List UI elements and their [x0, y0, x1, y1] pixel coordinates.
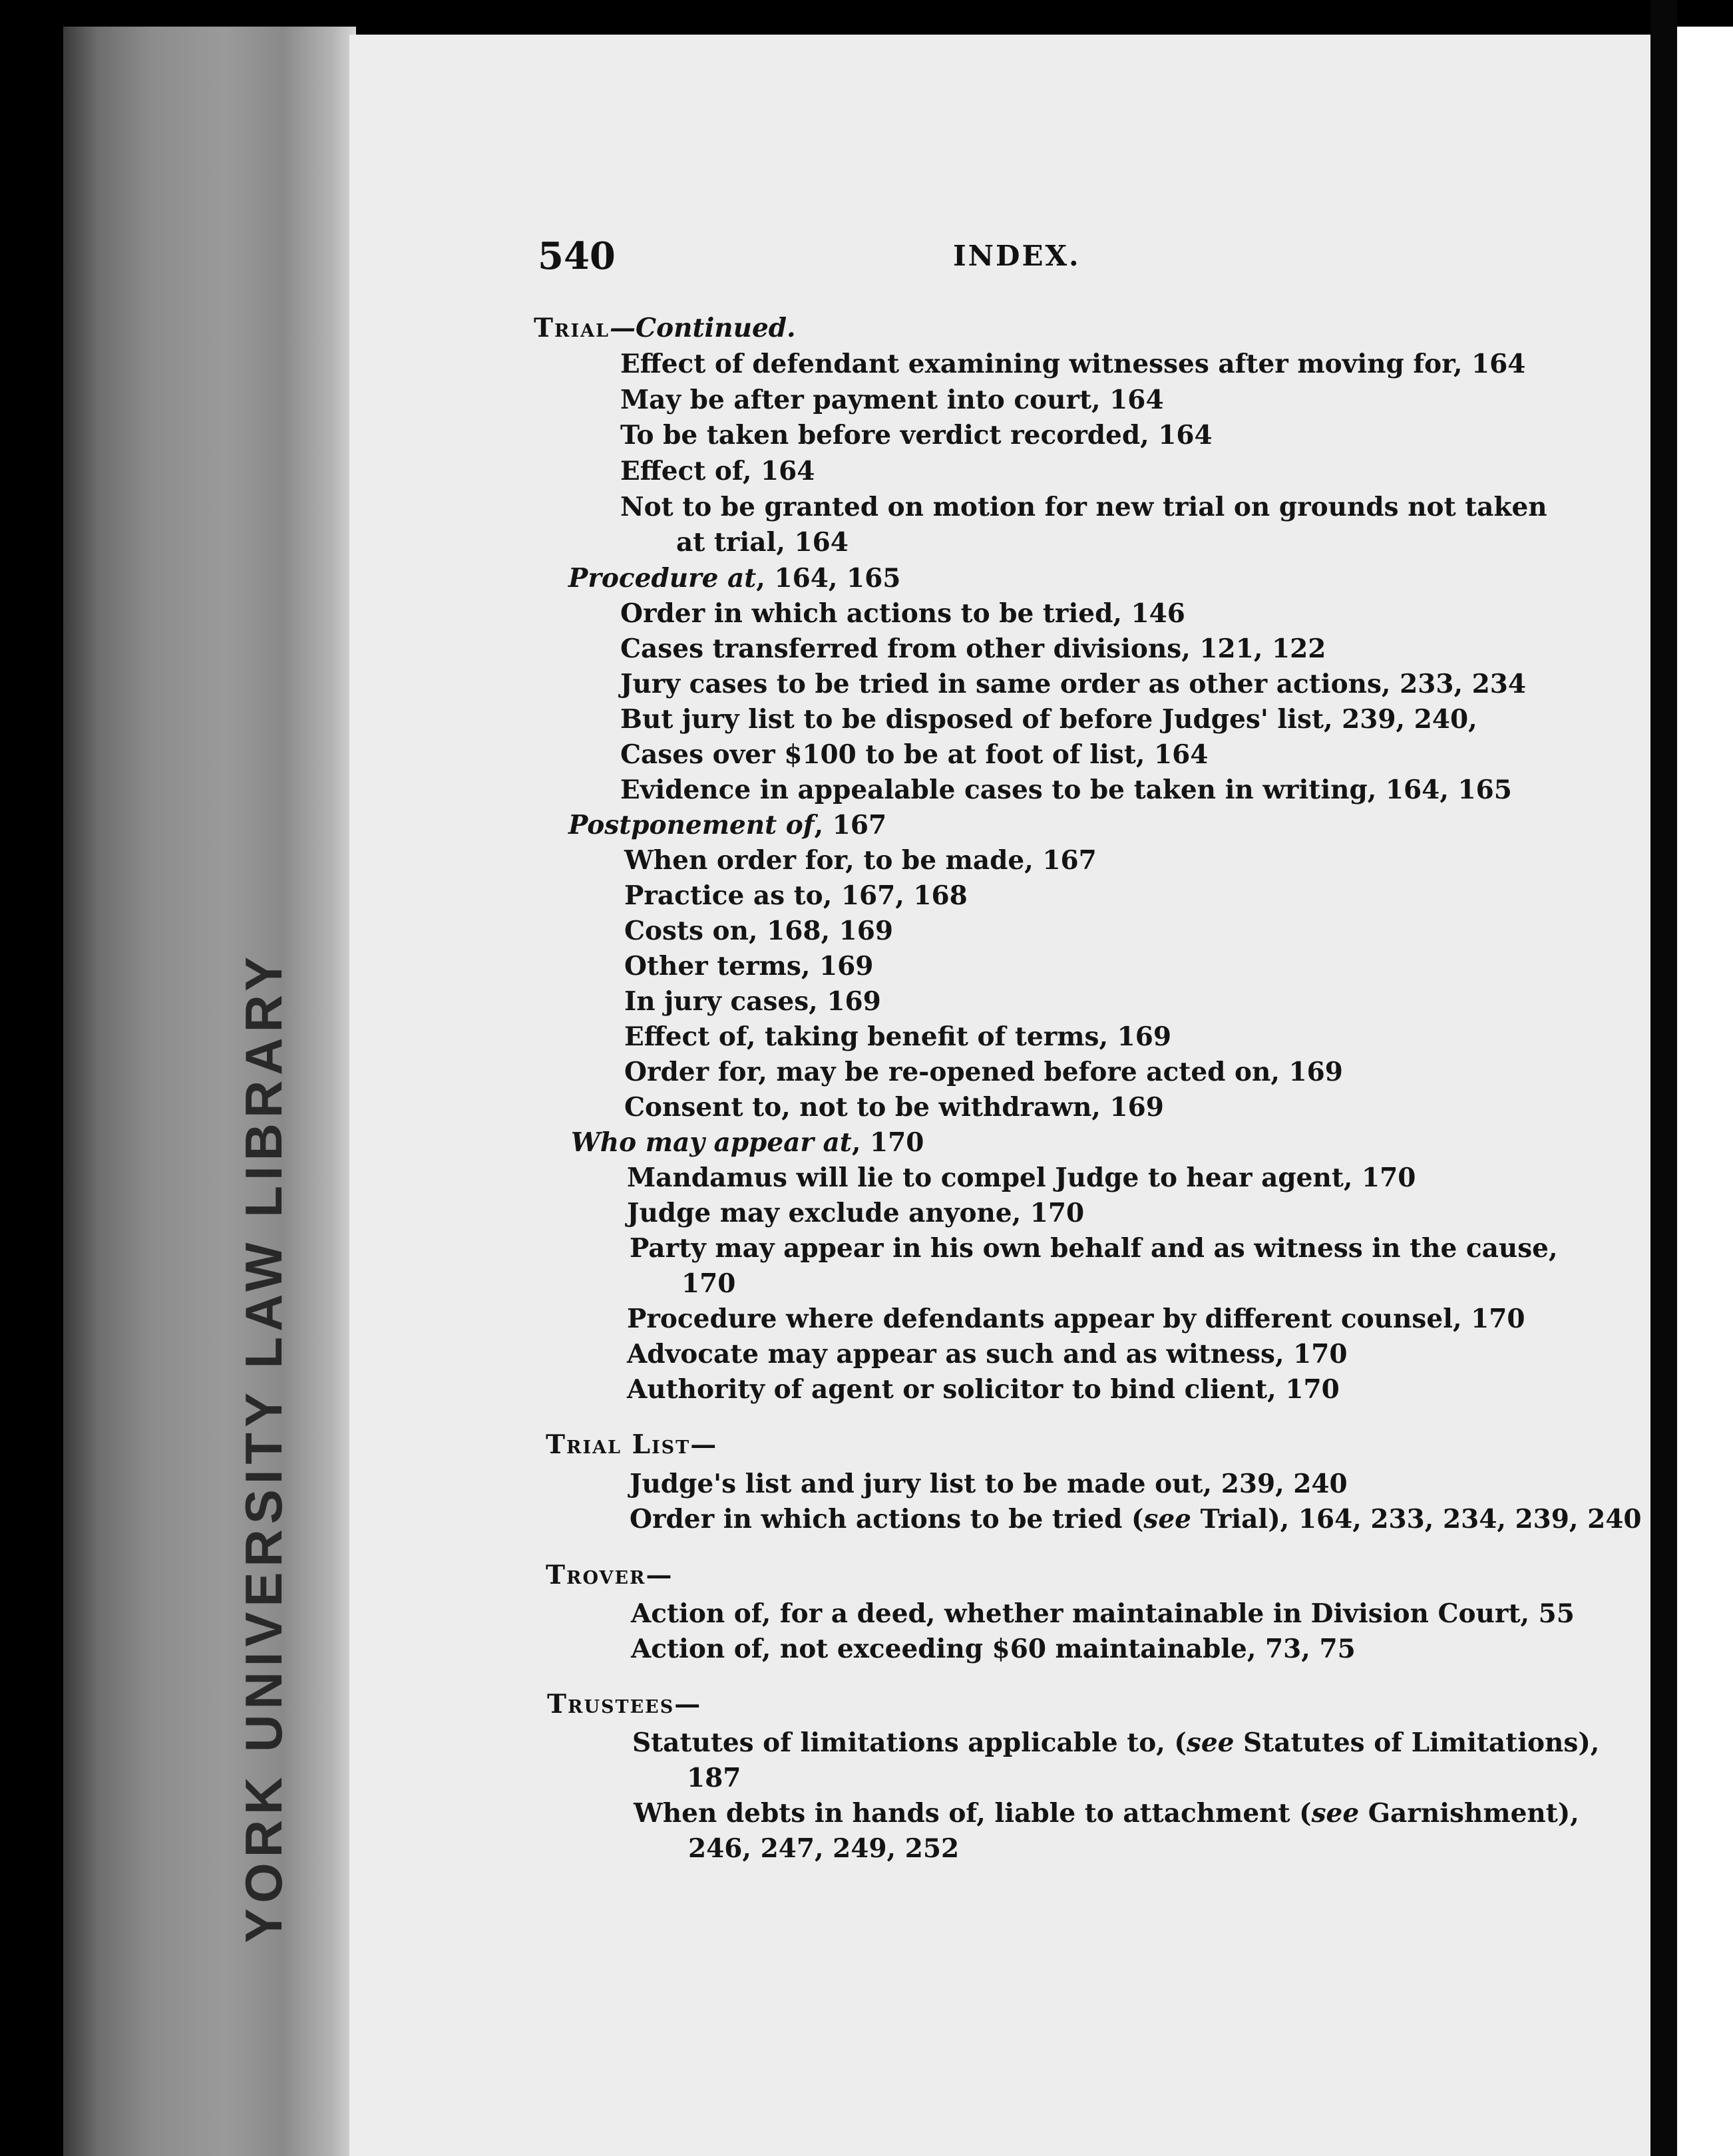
index-line: Mandamus will lie to compel Judge to hear agent, 170 [627, 1163, 1416, 1193]
library-stamp: YORK UNIVERSITY LAW LIBRARY [234, 951, 293, 1943]
index-line: Judge may exclude anyone, 170 [627, 1198, 1085, 1228]
index-line: When order for, to be made, 167 [624, 845, 1097, 876]
index-line: Costs on, 168, 169 [624, 916, 894, 946]
index-line: Party may appear in his own behalf and as witness in the cause, [630, 1233, 1558, 1264]
index-line: Advocate may appear as such and as witness, 170 [627, 1339, 1348, 1369]
index-line: Authority of agent or solicitor to bind client, 170 [627, 1374, 1340, 1405]
subheading-who-may-appear: Who may appear at, 170 [571, 1127, 924, 1158]
index-line: Order in which actions to be tried, 146 [620, 598, 1185, 629]
entry-heading-trial: Trial—Continued. [534, 313, 796, 343]
index-line: Effect of defendant examining witnesses after moving for, 164 [620, 349, 1526, 379]
index-line: When debts in hands of, liable to attachment (see Garnishment), [634, 1798, 1579, 1829]
index-line: To be taken before verdict recorded, 164 [620, 420, 1213, 450]
book-spine-edge [63, 27, 356, 2156]
index-line: Order for, may be re-opened before acted on, 169 [624, 1057, 1343, 1087]
index-line: Evidence in appealable cases to be taken in writing, 164, 165 [620, 775, 1512, 805]
facing-page-edge [1677, 27, 1733, 2156]
index-line: Order in which actions to be tried (see Trial), 164, 233, 234, 239, 240 [630, 1504, 1642, 1534]
index-line: 187 [687, 1763, 741, 1793]
index-line: 246, 247, 249, 252 [688, 1833, 960, 1864]
index-line: Judge's list and jury list to be made out, 239, 240 [630, 1469, 1348, 1499]
entry-heading-trustees: Trustees— [547, 1689, 702, 1719]
index-line: 170 [681, 1268, 736, 1299]
index-line: at trial, 164 [676, 527, 849, 558]
index-line: Effect of, taking benefit of terms, 169 [624, 1021, 1172, 1052]
index-line: In jury cases, 169 [624, 986, 881, 1017]
index-line: Consent to, not to be withdrawn, 169 [624, 1092, 1164, 1123]
index-line: Cases transferred from other divisions, 121, 122 [620, 633, 1326, 664]
index-line: But jury list to be disposed of before Judges' list, 239, 240, [620, 704, 1477, 735]
index-line: Action of, not exceeding $60 maintainable, 73, 75 [631, 1634, 1356, 1664]
index-line: May be after payment into court, 164 [620, 385, 1164, 415]
page-number: 540 [538, 234, 616, 278]
entry-heading-trial-list: Trial List— [546, 1429, 718, 1460]
index-line: Cases over $100 to be at foot of list, 164 [620, 739, 1209, 770]
subheading-procedure: Procedure at, 164, 165 [568, 563, 901, 594]
page-edge-shadow [1650, 0, 1677, 2156]
page-title: INDEX. [953, 240, 1081, 272]
index-line: Practice as to, 167, 168 [624, 880, 968, 911]
index-line: Jury cases to be tried in same order as other actions, 233, 234 [620, 669, 1527, 699]
subheading-postponement: Postponement of, 167 [568, 810, 887, 840]
index-line: Other terms, 169 [624, 951, 874, 982]
entry-heading-trover: Trover— [546, 1560, 674, 1590]
index-line: Effect of, 164 [620, 456, 815, 486]
index-line: Procedure where defendants appear by different counsel, 170 [627, 1304, 1525, 1334]
index-line: Not to be granted on motion for new trial on grounds not taken [620, 492, 1547, 522]
index-line: Statutes of limitations applicable to, (see Statutes of Limitations), [632, 1727, 1600, 1758]
index-line: Action of, for a deed, whether maintainable in Division Court, 55 [631, 1598, 1575, 1629]
